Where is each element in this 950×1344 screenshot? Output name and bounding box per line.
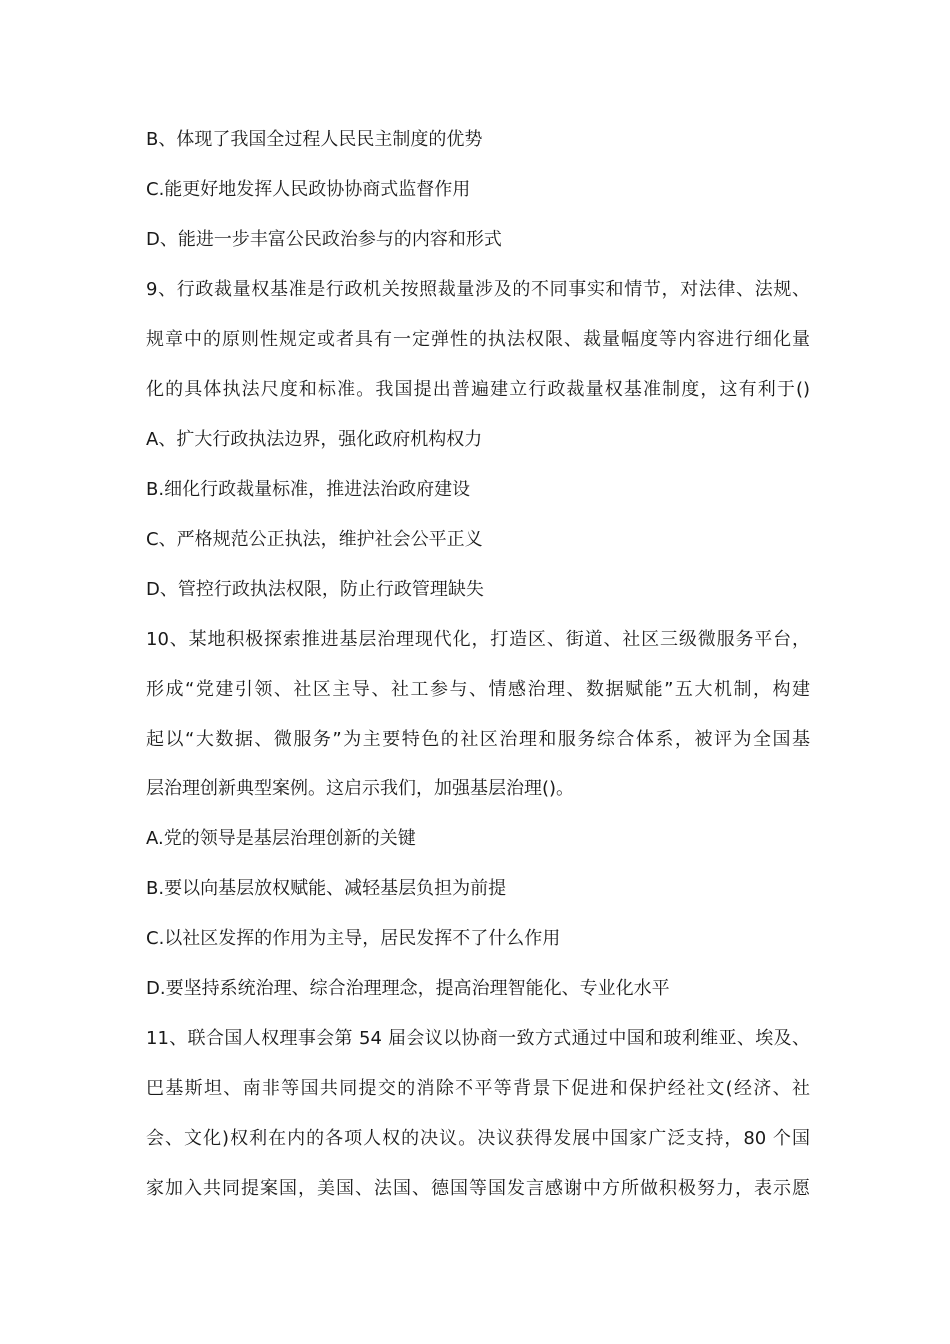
option-8d: D、能进一步丰富公民政治参与的内容和形式 — [146, 229, 502, 250]
option-8c: C.能更好地发挥人民政协协商式监督作用 — [146, 179, 471, 200]
option-10d: D.要坚持系统治理、综合治理理念，提高治理智能化、专业化水平 — [146, 978, 670, 999]
question-11-line-1: 11、联合国人权理事会第 54 届会议以协商一致方式通过中国和玻利维亚、埃及、 — [146, 1028, 810, 1049]
option-10c: C.以社区发挥的作用为主导，居民发挥不了什么作用 — [146, 928, 561, 949]
question-10-line-1: 10、某地积极探索推进基层治理现代化，打造区、街道、社区三级微服务平台， — [146, 629, 810, 650]
option-10b: B.要以向基层放权赋能、减轻基层负担为前提 — [146, 878, 507, 899]
option-9d: D、管控行政执法权限，防止行政管理缺失 — [146, 579, 484, 600]
option-9a: A、扩大行政执法边界，强化政府机构权力 — [146, 429, 483, 450]
question-10-line-4: 层治理创新典型案例。这启示我们，加强基层治理()。 — [146, 778, 575, 799]
question-9-line-2: 规章中的原则性规定或者具有一定弹性的执法权限、裁量幅度等内容进行细化量 — [146, 329, 810, 350]
question-11-line-3: 会、文化)权利在内的各项人权的决议。决议获得发展中国家广泛支持，80 个国 — [146, 1128, 810, 1149]
option-8b: B、体现了我国全过程人民民主制度的优势 — [146, 129, 483, 150]
question-10-line-3: 起以“大数据、微服务”为主要特色的社区治理和服务综合体系，被评为全国基 — [146, 729, 810, 750]
option-10a: A.党的领导是基层治理创新的关键 — [146, 828, 416, 849]
question-9-line-3: 化的具体执法尺度和标准。我国提出普遍建立行政裁量权基准制度，这有利于() — [146, 379, 810, 400]
question-11-line-4: 家加入共同提案国，美国、法国、德国等国发言感谢中方所做积极努力，表示愿 — [146, 1178, 810, 1199]
question-11-line-2: 巴基斯坦、南非等国共同提交的消除不平等背景下促进和保护经社文(经济、社 — [146, 1078, 810, 1099]
option-9b: B.细化行政裁量标准，推进法治政府建设 — [146, 479, 471, 500]
option-9c: C、严格规范公正执法，维护社会公平正义 — [146, 529, 483, 550]
question-10-line-2: 形成“党建引领、社区主导、社工参与、情感治理、数据赋能”五大机制，构建 — [146, 679, 810, 700]
question-9-line-1: 9、行政裁量权基准是行政机关按照裁量涉及的不同事实和情节，对法律、法规、 — [146, 279, 810, 300]
